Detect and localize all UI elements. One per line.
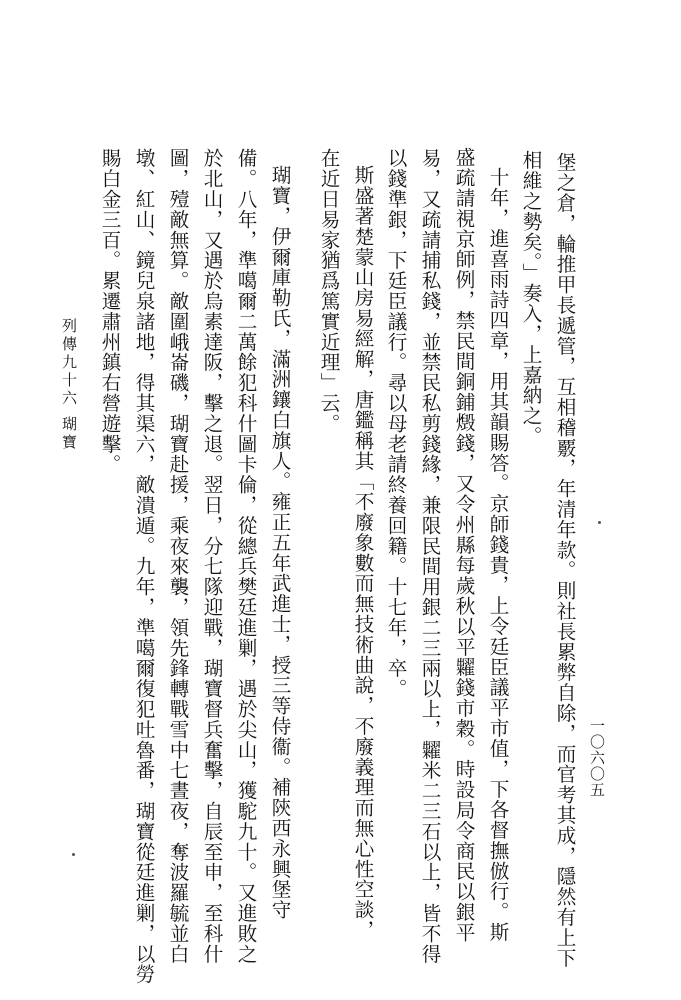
print-speck [598, 521, 601, 524]
text-column: 易，又疏請捕私錢，並禁民私剪錢緣，兼限民間用銀二三兩以上，糶米二三石以上，皆不得 [418, 148, 441, 964]
text-column: 墩、紅山、鏡兒泉諸地，得其渠六，敵潰遁。九年，準噶爾復犯吐魯番，瑚寶從廷進剿，以勞 [132, 148, 155, 985]
text-column: 堡之倉，輪推甲長遞管，互相稽覈，年清年款。則社長累弊自除，而官考其成，隱然有上下 [553, 152, 576, 968]
text-column: 備。八年，準噶爾二萬餘犯科什圖卡倫，從總兵樊廷進剿，遇於尖山，獲駝九十。又進敗之 [234, 148, 257, 964]
text-column: 十年，進喜雨詩四章，用其韻賜答。京師錢貴，上令廷臣議平市值，下各督撫倣行。斯 [486, 167, 509, 943]
text-column: 瑚寶，伊爾庫勒氏，滿洲鑲白旗人。雍正五年武進士，授三等侍衞。補陝西永興堡守 [268, 165, 291, 920]
text-column: 相維之勢矣。」奏入，上嘉納之。 [519, 150, 542, 447]
text-column: 在近日易家猶爲篤實近理」云。 [317, 148, 340, 434]
text-column: 於北山，又遇於烏素達阪，擊之退。翌日，分七隊迎戰，瑚寶督兵奮擊，自辰至申，至科什 [200, 148, 223, 964]
text-column: 斯盛著楚蒙山房易經解，唐鑑稱其「不廢象數而無技術曲說，不廢義理而無心性空談， [351, 165, 374, 941]
text-column: 以錢準銀，下廷臣議行。尋以母老請終養回籍。十七年，卒。 [384, 148, 407, 699]
text-column: 賜白金三百。累遷肅州鎮右營遊擊。 [98, 148, 121, 475]
text-column: 盛疏請視京師例，禁民間銅鋪燬錢，又令州縣每歲秋以平糶錢市穀。時設局令商民以銀平 [452, 147, 475, 943]
running-head: 列傳九十六 瑚寶 [60, 318, 78, 452]
text-column: 圖，殪敵無算。敵圍峨崙磯，瑚寶赴援，乘夜來襲，領先鋒轉戰雪中七晝夜，奪波羅毓並白 [166, 148, 189, 964]
page-number: 一〇六〇五 [588, 718, 606, 798]
print-speck [72, 853, 75, 856]
